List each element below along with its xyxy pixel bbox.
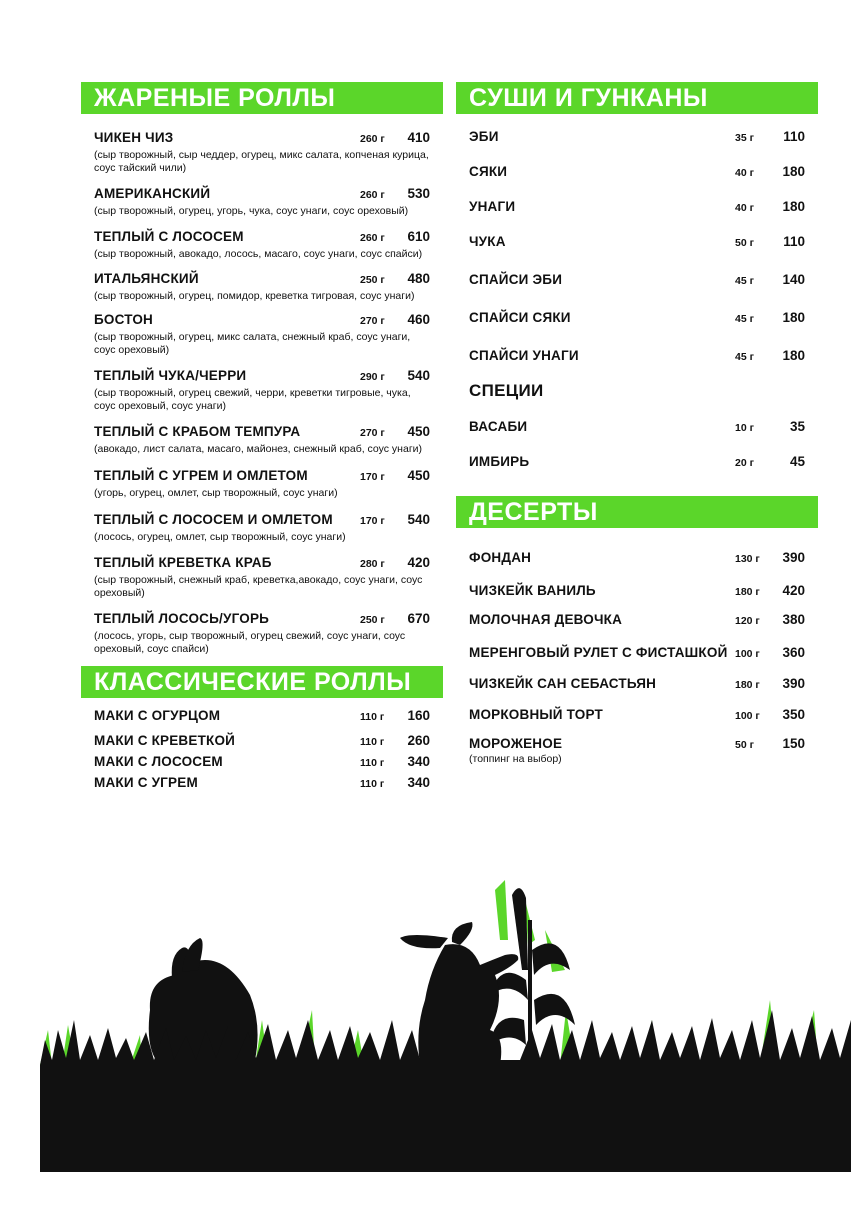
item-weight: 110 г (360, 711, 385, 723)
item-description: (топпинг на выбор) (469, 753, 562, 765)
item-weight: 280 г (360, 558, 385, 570)
item-name: ЧИЗКЕЙК ВАНИЛЬ (469, 583, 596, 598)
item-weight: 250 г (360, 274, 385, 286)
item-name: МАКИ С УГРЕМ (94, 775, 198, 790)
item-price: 380 (782, 612, 805, 627)
item-price: 360 (782, 645, 805, 660)
item-price: 180 (782, 164, 805, 179)
item-name: МАКИ С ОГУРЦОМ (94, 708, 221, 723)
item-weight: 270 г (360, 427, 385, 439)
right-column (456, 82, 818, 766)
item-weight: 180 г (735, 586, 760, 598)
item-name: ИМБИРЬ (469, 454, 530, 469)
item-weight: 110 г (360, 757, 385, 769)
item-name: МАКИ С КРЕВЕТКОЙ (94, 733, 236, 748)
item-price: 150 (782, 736, 805, 751)
menu-item (456, 612, 818, 627)
item-price: 420 (782, 583, 805, 598)
item-name: ТЕПЛЫЙ С КРАБОМ ТЕМПУРА (94, 424, 301, 439)
item-description: (лосось, угорь, сыр творожный, огурец свежий, соус унаги, соус ореховый, соус спайси) (94, 630, 406, 655)
menu-item (81, 555, 443, 600)
menu-item (456, 164, 818, 179)
item-price: 410 (407, 130, 430, 145)
item-weight: 170 г (360, 471, 385, 483)
item-price: 480 (407, 271, 430, 286)
item-weight: 100 г (735, 710, 760, 722)
item-name: МОЛОЧНАЯ ДЕВОЧКА (469, 612, 623, 627)
item-price: 610 (407, 229, 430, 244)
item-price: 390 (782, 550, 805, 565)
standing-rabbit-icon (400, 922, 518, 1065)
menu-item (456, 419, 818, 434)
item-price: 160 (407, 708, 430, 723)
item-weight: 40 г (735, 202, 754, 214)
item-price: 420 (407, 555, 430, 570)
item-weight: 100 г (735, 648, 760, 660)
item-description: (угорь, огурец, омлет, сыр творожный, соус унаги) (94, 487, 338, 499)
menu-item (81, 229, 443, 261)
item-price: 540 (407, 368, 430, 383)
item-weight: 35 г (735, 132, 754, 144)
menu-item (456, 676, 818, 691)
item-name: МЕРЕНГОВЫЙ РУЛЕТ С ФИСТАШКОЙ (469, 645, 728, 660)
menu-item (81, 733, 443, 748)
item-description: (лосось, огурец, омлет, сыр творожный, соус унаги) (94, 531, 346, 543)
item-price: 180 (782, 310, 805, 325)
item-description: (сыр творожный, сыр чеддер, огурец, микс салата, копченая курица, соус тайский чили) (94, 149, 429, 174)
menu-item (456, 310, 818, 325)
menu-item (81, 186, 443, 218)
item-description: (сыр творожный, огурец, микс салата, снежный краб, соус унаги, соус ореховый) (94, 331, 411, 356)
item-price: 340 (407, 775, 430, 790)
section-header-fried-rolls: ЖАРЕНЫЕ РОЛЛЫ (81, 82, 443, 114)
menu-item (456, 234, 818, 249)
item-price: 390 (782, 676, 805, 691)
item-weight: 120 г (735, 615, 760, 627)
menu-item (81, 424, 443, 456)
item-weight: 110 г (360, 778, 385, 790)
item-price: 450 (407, 468, 430, 483)
item-name: СПАЙСИ ЭБИ (469, 272, 563, 287)
item-price: 180 (782, 348, 805, 363)
section-header-desserts: ДЕСЕРТЫ (456, 496, 818, 528)
item-weight: 130 г (735, 553, 760, 565)
item-name: ТЕПЛЫЙ ЧУКА/ЧЕРРИ (94, 368, 247, 383)
item-weight: 260 г (360, 232, 385, 244)
section-header-sushi: СУШИ И ГУНКАНЫ (456, 82, 818, 114)
menu-item (456, 645, 818, 660)
item-price: 110 (783, 129, 805, 144)
rabbits-grass-silhouette-icon (0, 860, 851, 1209)
item-name: СПАЙСИ УНАГИ (469, 348, 579, 363)
item-price: 45 (789, 454, 805, 469)
item-price: 460 (407, 312, 430, 327)
item-name: ЧУКА (469, 234, 506, 249)
menu-item (456, 129, 818, 144)
item-name: СЯКИ (469, 164, 508, 179)
item-weight: 45 г (735, 351, 754, 363)
item-price: 35 (789, 419, 805, 434)
left-column (81, 82, 443, 790)
item-name: БОСТОН (94, 312, 153, 327)
item-weight: 170 г (360, 515, 385, 527)
item-price: 180 (782, 199, 805, 214)
item-name: ТЕПЛЫЙ С ЛОСОСЕМ И ОМЛЕТОМ (94, 512, 333, 527)
menu-item (81, 708, 443, 723)
menu-item (456, 348, 818, 363)
item-name: ЧИКЕН ЧИЗ (94, 130, 174, 145)
item-weight: 260 г (360, 133, 385, 145)
item-name: ЭБИ (469, 129, 499, 144)
item-price: 670 (407, 611, 430, 626)
menu-item (456, 550, 818, 565)
menu-item (81, 312, 443, 357)
item-description: (сыр творожный, огурец, помидор, креветка тигровая, соус унаги) (94, 290, 415, 302)
item-name: УНАГИ (469, 199, 516, 214)
item-weight: 20 г (735, 457, 754, 469)
item-weight: 250 г (360, 614, 385, 626)
item-description: (авокадо, лист салата, масаго, майонез, снежный краб, соус унаги) (94, 443, 423, 455)
item-weight: 270 г (360, 315, 385, 327)
item-name: ФОНДАН (469, 550, 532, 565)
item-price: 350 (782, 707, 805, 722)
menu-item (81, 754, 443, 769)
item-name: ЧИЗКЕЙК САН СЕБАСТЬЯН (469, 676, 657, 691)
item-description: (сыр творожный, снежный краб, креветка,авокадо, соус унаги, соус ореховый) (94, 574, 423, 599)
item-weight: 50 г (735, 237, 754, 249)
menu-item (81, 468, 443, 500)
item-description: (сыр творожный, авокадо, лосось, масаго, соус унаги, соус спайси) (94, 248, 423, 260)
item-weight: 45 г (735, 313, 754, 325)
menu-item (81, 368, 443, 413)
item-price: 340 (407, 754, 430, 769)
item-weight: 10 г (735, 422, 754, 434)
item-name: ТЕПЛЫЙ КРЕВЕТКА КРАБ (94, 555, 272, 570)
item-weight: 40 г (735, 167, 754, 179)
item-name: АМЕРИКАНСКИЙ (94, 186, 211, 201)
item-name: ИТАЛЬЯНСКИЙ (94, 271, 199, 286)
item-name: СПАЙСИ СЯКИ (469, 310, 571, 325)
menu-item (81, 775, 443, 790)
item-price: 530 (407, 186, 430, 201)
item-price: 540 (407, 512, 430, 527)
item-weight: 290 г (360, 371, 385, 383)
menu-item (81, 611, 443, 656)
menu-item (81, 271, 443, 303)
menu-item (81, 130, 443, 175)
menu-item (456, 583, 818, 598)
menu-item (456, 454, 818, 469)
menu-item (81, 512, 443, 544)
item-weight: 110 г (360, 736, 385, 748)
item-price: 110 (783, 234, 805, 249)
item-weight: 45 г (735, 275, 754, 287)
item-description: (сыр творожный, огурец, угорь, чука, соус унаги, соус ореховый) (94, 205, 409, 217)
item-name: ТЕПЛЫЙ ЛОСОСЬ/УГОРЬ (94, 611, 270, 626)
item-name: МАКИ С ЛОСОСЕМ (94, 754, 223, 769)
item-name: ТЕПЛЫЙ С УГРЕМ И ОМЛЕТОМ (94, 468, 308, 483)
item-weight: 260 г (360, 189, 385, 201)
item-name: МОРКОВНЫЙ ТОРТ (469, 707, 603, 722)
item-weight: 180 г (735, 679, 760, 691)
item-description: (сыр творожный, огурец свежий, черри, креветки тигровые, чука, соус ореховый, соус унаги) (94, 387, 411, 412)
menu-item (456, 272, 818, 287)
item-name: ВАСАБИ (469, 419, 528, 434)
item-price: 140 (782, 272, 805, 287)
subheading-spices: СПЕЦИИ (469, 381, 544, 400)
item-price: 260 (407, 733, 430, 748)
section-header-classic-rolls: КЛАССИЧЕСКИЕ РОЛЛЫ (81, 666, 443, 698)
menu-item (456, 736, 818, 766)
item-name: МОРОЖЕНОЕ (469, 736, 563, 751)
menu-item (456, 707, 818, 722)
item-name: ТЕПЛЫЙ С ЛОСОСЕМ (94, 229, 244, 244)
item-weight: 50 г (735, 739, 754, 751)
menu-item (456, 199, 818, 214)
item-price: 450 (407, 424, 430, 439)
